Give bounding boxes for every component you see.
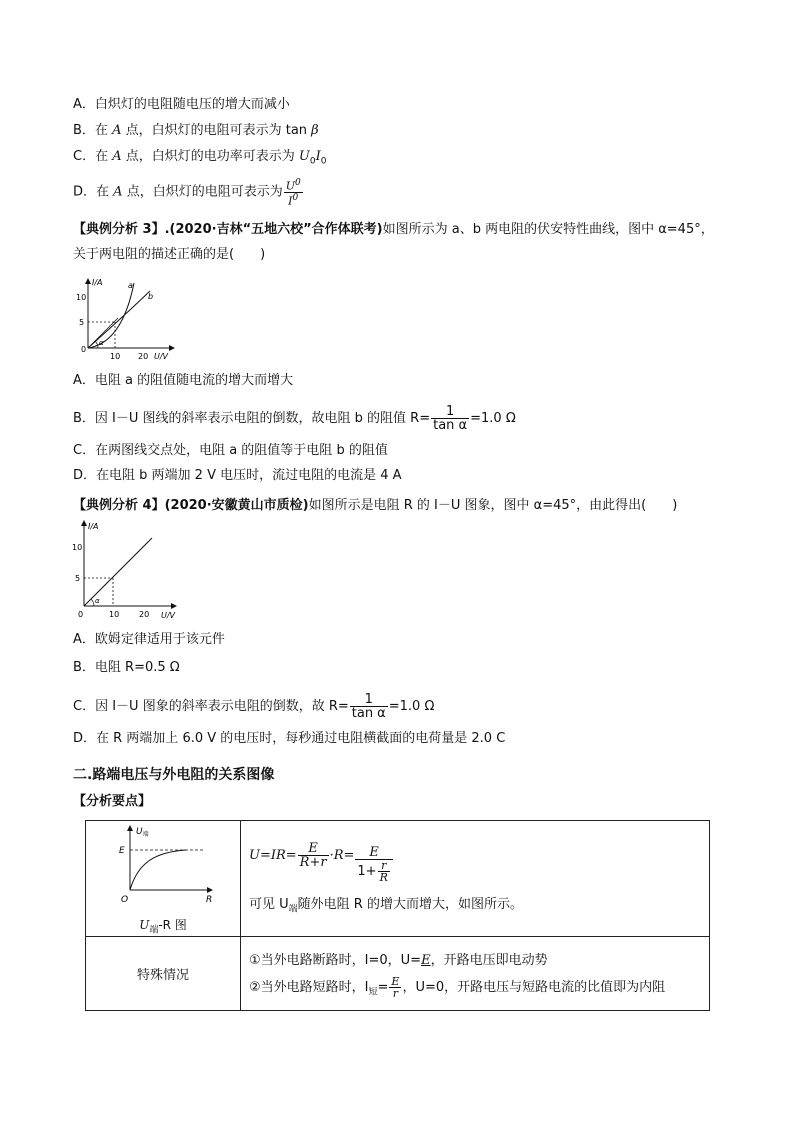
caption-text: -R 图 (158, 918, 187, 932)
x-axis-label: U/V (161, 611, 176, 620)
ex3-option-c: C．在两图线交点处，电阻 a 的阻值等于电阻 b 的阻值 (73, 443, 388, 458)
section-title: 二.路端电压与外电阻的关系图像 (73, 767, 275, 783)
nested-fraction (378, 860, 390, 883)
x-tick-20: 20 (139, 610, 150, 619)
formula-text: U=IR= (249, 848, 297, 864)
symbol-u: U (298, 149, 310, 164)
caption-subscript: 端 (149, 925, 159, 936)
example-source: (2020·安徽黄山市质检) (164, 498, 309, 513)
option-text: =1.0 Ω (470, 411, 516, 426)
option-c-prev (73, 147, 326, 172)
option-text: =1.0 Ω (388, 699, 435, 714)
example4-heading (73, 496, 677, 516)
example-question: 如图所示为 a、b 两电阻的伏安特性曲线，图中 α=45°， (382, 222, 714, 237)
example-question: 如图所示是电阻 R 的 I－U 图象，图中 α=45°，由此得出( ) (308, 498, 678, 513)
table-row (86, 821, 710, 937)
ex4-option-b: B．电阻 R=0.5 Ω (73, 660, 180, 675)
y-axis-label: $U_端$ (136, 827, 149, 838)
x-tick-20: 20 (138, 352, 149, 361)
angle-symbol: β (311, 123, 319, 138)
u-r-graph (108, 822, 218, 910)
caption-symbol: U (139, 918, 150, 932)
case-text: = (377, 979, 389, 995)
ex3-option-a: A．电阻 a 的阻值随电流的增大而增大 (73, 373, 294, 388)
point-label: A (113, 184, 123, 200)
key-points-heading: 【分析要点】 (73, 794, 152, 809)
origin-label: 0 (78, 610, 84, 619)
numerator: 1 (431, 405, 469, 419)
superscript: 0 (292, 192, 299, 203)
special-label: 特殊情况 (136, 968, 189, 984)
denominator: R (379, 871, 388, 885)
numerator: E (391, 974, 400, 988)
case-text: ，开路电压即电动势 (430, 952, 548, 968)
option-label: C．在 (73, 149, 109, 164)
numerator: U (285, 179, 295, 193)
option-a-prev: A．白炽灯的电阻随电压的增大而减小 (73, 97, 290, 112)
desc-subscript: 端 (288, 904, 298, 915)
y-tick-10: 10 (76, 293, 87, 302)
y-axis-label: I/A (88, 522, 99, 531)
angle-arc (91, 599, 94, 606)
desc-text: 随外电阻 R 的增大而增大，如图所示。 (297, 897, 523, 913)
x-tick-10: 10 (110, 352, 121, 361)
ex3-option-d: D．在电阻 b 两端加 2 V 电压时，流过电阻的电流是 4 A (73, 468, 402, 483)
numerator: r (378, 860, 390, 872)
case-text: ，U=0，开路电压与短路电流的比值即为内阻 (402, 979, 666, 995)
option-text: B．因 I－U 图线的斜率表示电阻的倒数，故电阻 b 的阻值 R= (73, 411, 431, 426)
curve-b-label: b (148, 292, 154, 301)
option-text: 点，白炽灯的电功率可表示为 (125, 149, 295, 164)
ex4-option-c (73, 693, 434, 720)
formula-description (249, 893, 701, 915)
subscript: 0 (309, 156, 316, 167)
y-tick-5: 5 (75, 574, 81, 583)
graph-cell (86, 821, 241, 937)
fraction (350, 693, 388, 720)
numerator: E (355, 846, 392, 860)
denominator: r (392, 986, 399, 1000)
case-text: ②当外电路短路时，I (249, 979, 369, 995)
subscript: 0 (320, 156, 327, 167)
fraction (284, 178, 303, 206)
angle-arc (95, 341, 98, 348)
formula (249, 842, 701, 883)
option-label: D．在 (73, 184, 110, 200)
numerator: 1 (350, 693, 388, 707)
graph-caption (87, 916, 239, 935)
superscript: 0 (294, 178, 301, 188)
iu-line (84, 538, 152, 606)
ex4-graph (66, 517, 181, 623)
fraction (298, 842, 329, 869)
example3-heading (73, 220, 714, 240)
numerator: E (298, 842, 329, 856)
option-text: 点，白炽灯的电阻可表示为 (126, 184, 283, 200)
analysis-table (85, 820, 710, 1011)
special-cases-cell (241, 937, 710, 1011)
example-tag: 【典例分析 3】 (73, 222, 165, 237)
point-label: A (112, 123, 122, 138)
ex3-option-b (73, 405, 516, 432)
option-text: 点，白炽灯的电阻可表示为 tan (125, 123, 312, 138)
point-label: A (112, 149, 122, 164)
special-label-cell (86, 937, 241, 1011)
denominator (355, 860, 392, 883)
example-source: .(2020·吉林“五地六校”合作体联考) (164, 222, 383, 237)
example-tag: 【典例分析 4】 (73, 498, 165, 513)
ex4-option-a: A．欧姆定律适用于该元件 (73, 632, 225, 647)
symbol-i: I (315, 149, 321, 164)
y-axis-label: I/A (92, 278, 103, 287)
curve-a-label: a (128, 281, 133, 290)
option-d-prev (73, 178, 304, 206)
option-b-prev (73, 121, 319, 141)
y-tick-10: 10 (72, 543, 83, 552)
desc-text: 可见 U (249, 897, 289, 913)
origin-label: 0 (81, 345, 87, 354)
fraction (389, 976, 401, 999)
angle-label: α (99, 339, 104, 347)
origin-label: O (121, 895, 129, 905)
e-label: E (119, 846, 125, 856)
special-case-1 (249, 949, 701, 968)
den-text: 1+ (357, 864, 377, 880)
denominator: tan α (351, 706, 386, 721)
option-text: C．因 I－U 图象的斜率表示电阻的倒数，故 R= (73, 699, 349, 714)
formula-cell (241, 821, 710, 937)
x-axis-label: U/V (154, 352, 169, 361)
denominator: I (288, 194, 293, 208)
fraction (355, 846, 392, 883)
denominator: R+r (299, 855, 327, 871)
case-text: ①当外电路断路时，I=0，U= (249, 952, 422, 968)
table-row (86, 937, 710, 1011)
example3-heading-line2: 关于两电阻的描述正确的是( ) (73, 247, 266, 262)
ex4-option-d: D．在 R 两端加上 6.0 V 的电压时，每秒通过电阻横截面的电荷量是 2.0 C (73, 731, 506, 746)
u-r-curve (130, 850, 186, 890)
special-case-2 (249, 976, 701, 999)
fraction (431, 405, 469, 432)
x-tick-10: 10 (109, 610, 120, 619)
denominator: tan α (433, 418, 468, 433)
curve-a (88, 283, 134, 348)
curve-b (88, 291, 150, 348)
x-axis-label: R (206, 895, 213, 905)
option-label: B．在 (73, 123, 108, 138)
angle-label: α (95, 597, 100, 605)
formula-text: ·R= (329, 848, 355, 864)
emf-symbol: E (421, 952, 431, 968)
ex3-graph (70, 275, 180, 365)
case-subscript: 短 (368, 987, 378, 998)
y-tick-5: 5 (79, 318, 85, 327)
